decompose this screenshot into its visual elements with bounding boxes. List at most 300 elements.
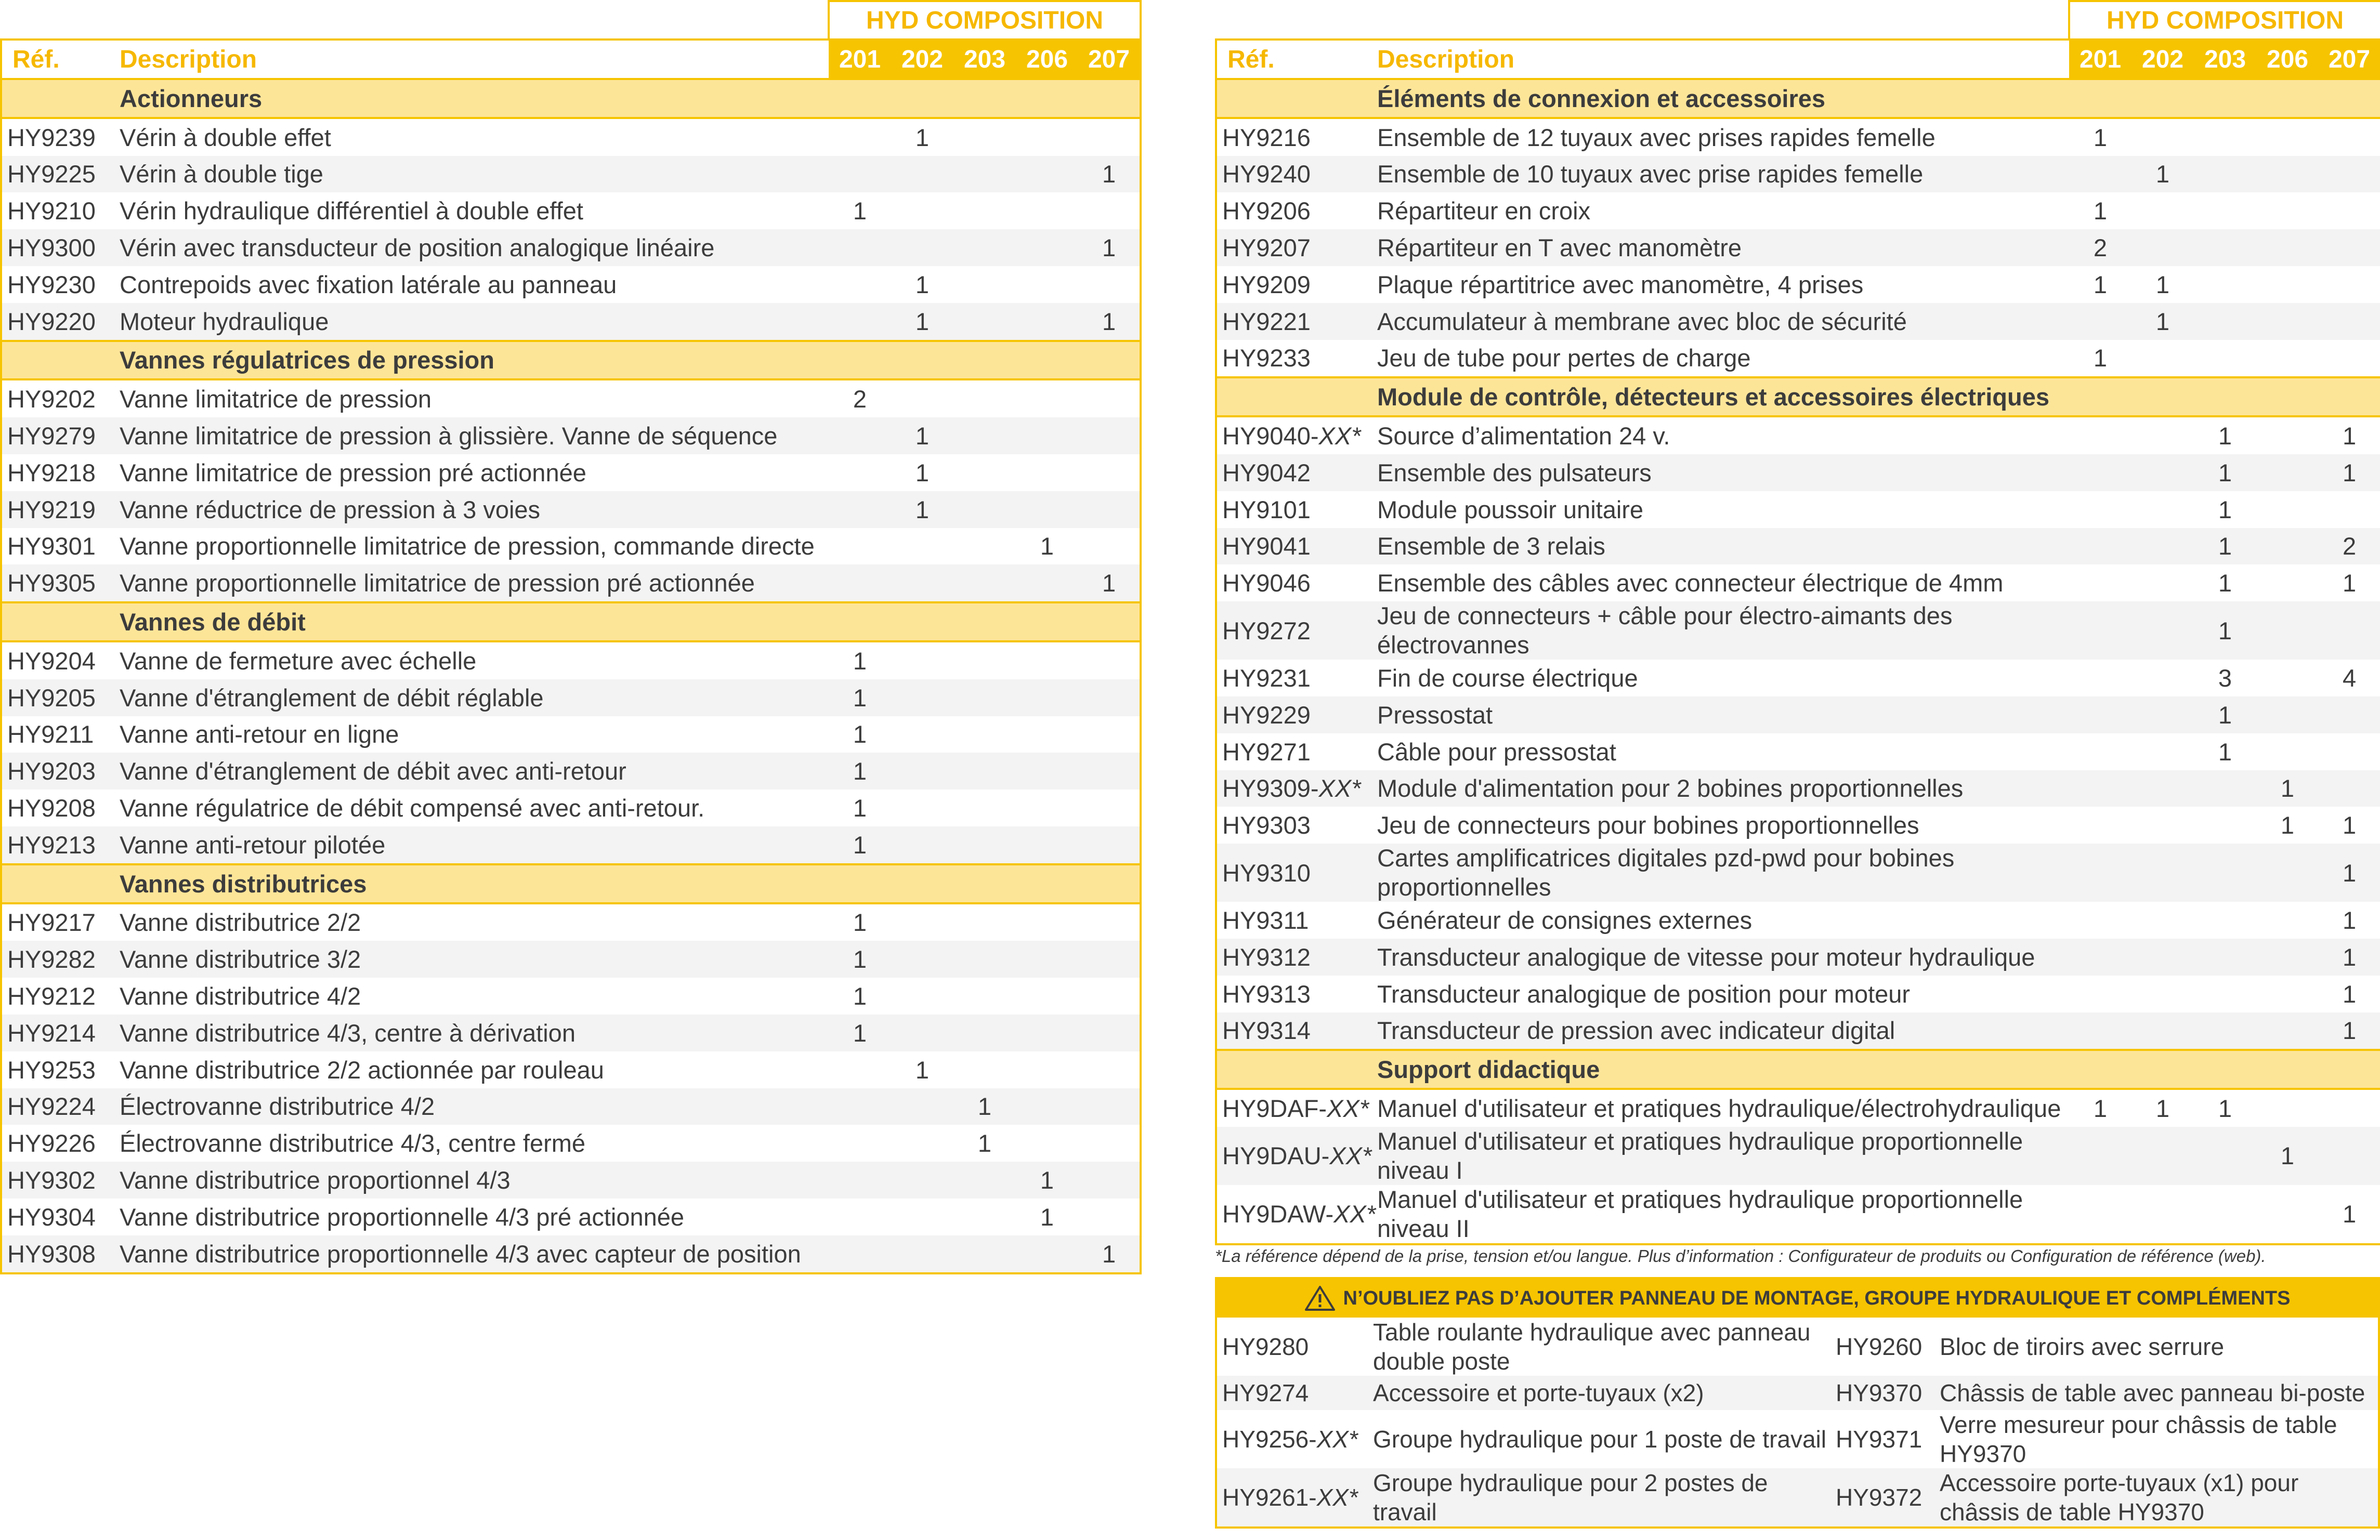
- table-row: [1216, 564, 2380, 601]
- quantity-201: 1: [829, 679, 891, 716]
- quantity-201: [2069, 303, 2131, 340]
- quantity-203: [2194, 844, 2256, 902]
- quantity-203: [953, 753, 1016, 789]
- description-cell: Manuel d'utilisateur et pratiques hydraulique proportionnelle niveau II: [1377, 1185, 2069, 1244]
- quantity-202: [2131, 1012, 2194, 1050]
- ref-cell: [1, 1199, 120, 1235]
- section-title: Support didactique: [1377, 1050, 2380, 1089]
- description-cell: Jeu de tube pour pertes de charge: [1377, 344, 1751, 372]
- ref-cell: [1, 826, 120, 864]
- quantity-201: [829, 266, 891, 303]
- ref-cell: [1216, 660, 1377, 696]
- description-cell: Fin de course électrique: [1377, 664, 1638, 692]
- ref-code: HY9300: [7, 234, 96, 262]
- quantity-203: 1: [2194, 601, 2256, 660]
- quantity-202: 1: [2155, 1095, 2170, 1123]
- quantity-201: [2069, 902, 2131, 939]
- quantity-207: 1: [2319, 939, 2380, 976]
- quantity-206: [1016, 1015, 1078, 1051]
- ref-cell: [1, 528, 120, 565]
- table-row: [1, 528, 1141, 565]
- ref-code: HY9205: [7, 683, 96, 712]
- ref-code: HY9313: [1222, 980, 1311, 1008]
- quantity-201: 2: [2069, 229, 2131, 266]
- quantity-201: 1: [2093, 123, 2108, 151]
- quantity-203: 1: [2194, 454, 2256, 491]
- ref-code: HY9256-: [1222, 1426, 1317, 1453]
- quantity-202: [2131, 340, 2194, 378]
- table-row: [1216, 902, 2380, 939]
- quantity-203: 1: [2218, 422, 2232, 450]
- ref-code: HY9312: [1222, 943, 1311, 971]
- ref-cell: [1, 941, 120, 978]
- ref-code: HY9311: [1222, 906, 1309, 934]
- ref-code: HY9DAW-: [1222, 1200, 1334, 1228]
- warning-row: [1217, 1410, 2378, 1468]
- ref-suffix: XX*: [1329, 1142, 1372, 1170]
- table-row: [1216, 770, 2380, 807]
- quantity-201: [829, 229, 891, 266]
- quantity-207: [2319, 1089, 2380, 1127]
- quantity-203: [953, 118, 1016, 156]
- column-header-207: 207: [1078, 40, 1141, 79]
- quantity-201: [829, 491, 891, 528]
- quantity-203: [953, 941, 1016, 978]
- description-cell: Transducteur analogique de vitesse pour moteur hydraulique: [1377, 939, 2069, 976]
- table-row: [1, 978, 1141, 1015]
- description-cell: Ensemble de 12 tuyaux avec prises rapides femelle: [1377, 123, 1936, 151]
- quantity-203: [953, 379, 1016, 417]
- quantity-206: [1016, 679, 1078, 716]
- quantity-202: [2131, 601, 2194, 660]
- quantity-206: [1016, 1088, 1078, 1125]
- quantity-203: [2194, 770, 2256, 807]
- quantity-201: [2069, 416, 2131, 454]
- table-row: [1216, 118, 2380, 156]
- quantity-207: [1078, 528, 1141, 565]
- section-title: Vannes régulatrices de pression: [120, 341, 1141, 380]
- table-row: [1, 679, 1141, 716]
- ref-cell: [1216, 1127, 1377, 1185]
- section-spacer: [1216, 377, 1377, 416]
- ref-cell: [1216, 156, 1377, 193]
- quantity-206: [1016, 379, 1078, 417]
- table-row: [1, 192, 1141, 229]
- ref-cell: HY9370: [1830, 1376, 1934, 1410]
- quantity-202: 1: [2131, 156, 2194, 193]
- quantity-201: [2069, 491, 2131, 528]
- quantity-201: 1: [2093, 344, 2108, 372]
- warning-row: [1217, 1468, 2378, 1526]
- right-table: [1215, 0, 2380, 1245]
- warning-row: [1217, 1376, 2378, 1410]
- quantity-201: [2069, 1012, 2131, 1050]
- table-row: [1216, 303, 2380, 340]
- quantity-206: [2256, 733, 2319, 770]
- ref-cell: [1216, 770, 1377, 807]
- quantity-206: [1016, 753, 1078, 789]
- ref-cell: HY9372: [1830, 1468, 1934, 1526]
- description-cell: Accessoire porte-tuyaux (x1) pour châssis de table HY9370: [1934, 1468, 2378, 1526]
- quantity-201: [2069, 601, 2131, 660]
- quantity-206: [1016, 303, 1078, 341]
- quantity-206: [2256, 454, 2319, 491]
- warning-table: [1217, 1318, 2378, 1526]
- ref-code: HY9041: [1222, 532, 1311, 560]
- ref-code: HY9274: [1222, 1379, 1309, 1406]
- composition-header: HYD COMPOSITION: [2069, 1, 2380, 40]
- header-spacer: [1216, 1, 1377, 40]
- table-row: [1, 1162, 1141, 1199]
- ref-code: HY9217: [7, 909, 96, 937]
- quantity-207: [2319, 340, 2380, 378]
- column-header-202: 202: [891, 40, 953, 79]
- quantity-202: [891, 679, 953, 716]
- quantity-206: [2256, 528, 2319, 565]
- description-cell: Bloc de tiroirs avec serrure: [1940, 1333, 2225, 1360]
- ref-code: HY9225: [7, 160, 96, 188]
- table-row: [1, 1051, 1141, 1088]
- quantity-201: 1: [2093, 197, 2108, 225]
- table-row: [1216, 1012, 2380, 1050]
- quantity-203: [953, 417, 1016, 454]
- table-row: [1, 417, 1141, 454]
- quantity-203: [953, 641, 1016, 679]
- ref-code: HY9308: [7, 1240, 96, 1268]
- quantity-207: [2319, 229, 2380, 266]
- quantity-203: [953, 1199, 1016, 1235]
- column-header-201: 201: [2069, 40, 2131, 79]
- quantity-203: [953, 1051, 1016, 1088]
- ref-cell: [1216, 454, 1377, 491]
- quantity-206: [1016, 903, 1078, 941]
- ref-cell: [1216, 229, 1377, 266]
- quantity-201: [2069, 733, 2131, 770]
- quantity-207: [1078, 1051, 1141, 1088]
- table-row: [1, 491, 1141, 528]
- ref-code: HY9212: [7, 982, 96, 1010]
- description-cell: Vanne d'étranglement de débit réglable: [120, 679, 829, 716]
- ref-suffix: XX*: [1333, 1200, 1376, 1228]
- quantity-202: 1: [2131, 303, 2194, 340]
- quantity-203: 1: [2194, 696, 2256, 733]
- quantity-201: [2069, 454, 2131, 491]
- quantity-201: [829, 118, 891, 156]
- quantity-203: [2194, 902, 2256, 939]
- quantity-207: [1078, 716, 1141, 753]
- ref-code: HY9301: [7, 532, 96, 560]
- ref-code: HY9042: [1222, 458, 1311, 486]
- section-title: Module de contrôle, détecteurs et accessoires électriques: [1377, 377, 2380, 416]
- quantity-202: [891, 1015, 953, 1051]
- quantity-203: 1: [2218, 1095, 2232, 1123]
- quantity-203: [2194, 118, 2256, 156]
- quantity-202: [2131, 416, 2194, 454]
- ref-code: HY9DAU-: [1222, 1142, 1330, 1170]
- quantity-201: [2069, 528, 2131, 565]
- quantity-206: [1016, 266, 1078, 303]
- quantity-201: [829, 303, 891, 341]
- description-cell: Vérin hydraulique différentiel à double effet: [120, 197, 583, 225]
- quantity-206: [2256, 696, 2319, 733]
- quantity-201: 1: [829, 753, 891, 789]
- table-row: [1, 454, 1141, 491]
- quantity-202: [2131, 939, 2194, 976]
- ref-cell: [1216, 976, 1377, 1012]
- quantity-201: [2069, 660, 2131, 696]
- quantity-206: [2256, 156, 2319, 193]
- quantity-207: 1: [1078, 1235, 1141, 1273]
- ref-cell: [1216, 340, 1377, 378]
- quantity-207: [1078, 941, 1141, 978]
- quantity-206: [2256, 1089, 2319, 1127]
- description-cell: Répartiteur en croix: [1377, 197, 1591, 225]
- ref-cell: [1, 753, 120, 789]
- description-cell: Vanne distributrice 2/2: [120, 909, 361, 937]
- section-header: [1, 602, 1141, 641]
- description-cell: Vérin à double effet: [120, 123, 331, 151]
- description-cell: Électrovanne distributrice 4/3, centre fermé: [120, 1129, 586, 1157]
- description-cell: Vanne limitatrice de pression: [120, 385, 431, 413]
- quantity-203: [953, 1162, 1016, 1199]
- column-header-207: 207: [2319, 40, 2380, 79]
- quantity-207: 1: [2319, 807, 2380, 844]
- quantity-206: [2256, 844, 2319, 902]
- table-row: [1, 941, 1141, 978]
- ref-code: HY9040-: [1222, 422, 1319, 450]
- quantity-203: [2194, 192, 2256, 229]
- quantity-201: 1: [829, 941, 891, 978]
- quantity-207: [2319, 770, 2380, 807]
- quantity-207: [2319, 696, 2380, 733]
- quantity-203: [2194, 156, 2256, 193]
- description-cell: Module d'alimentation pour 2 bobines proportionnelles: [1377, 770, 2069, 807]
- quantity-206: [2256, 118, 2319, 156]
- quantity-202: [2131, 733, 2194, 770]
- quantity-203: [953, 303, 1016, 341]
- description-cell: Groupe hydraulique pour 1 poste de travail: [1373, 1426, 1827, 1453]
- table-row: [1, 303, 1141, 341]
- quantity-202: [891, 1162, 953, 1199]
- quantity-202: [891, 564, 953, 602]
- ref-cell: HY9371: [1836, 1426, 1923, 1453]
- quantity-203: [2194, 229, 2256, 266]
- quantity-207: 1: [1078, 564, 1141, 602]
- description-cell: Vérin à double tige: [120, 156, 829, 193]
- section-spacer: [1216, 79, 1377, 118]
- ref-cell: [1216, 1012, 1377, 1050]
- ref-cell: [1, 641, 120, 679]
- description-cell: Vanne régulatrice de débit compensé avec anti-retour.: [120, 794, 705, 822]
- ref-code: HY9271: [1222, 738, 1311, 766]
- quantity-202: [891, 1088, 953, 1125]
- quantity-203: [953, 266, 1016, 303]
- ref-column-header: Réf.: [1216, 40, 1377, 79]
- description-cell: Manuel d'utilisateur et pratiques hydraulique proportionnelle niveau I: [1377, 1127, 2069, 1185]
- description-cell: Câble pour pressostat: [1377, 738, 1616, 766]
- quantity-206: [1016, 1235, 1078, 1273]
- quantity-207: [1078, 417, 1141, 454]
- quantity-202: [2131, 229, 2194, 266]
- quantity-201: [2069, 976, 2131, 1012]
- ref-code: HY9305: [7, 569, 96, 597]
- quantity-202: 1: [891, 303, 953, 341]
- quantity-206: [2256, 939, 2319, 976]
- ref-code: HY9202: [7, 385, 96, 413]
- ref-cell: [1, 229, 120, 266]
- quantity-207: [2319, 192, 2380, 229]
- section-title: Vannes de débit: [120, 602, 1141, 641]
- table-row: [1, 903, 1141, 941]
- quantity-201: 1: [853, 794, 867, 822]
- quantity-207: 1: [2319, 416, 2380, 454]
- quantity-207: [1078, 1088, 1141, 1125]
- column-header-203: 203: [953, 40, 1016, 79]
- quantity-202: [891, 1125, 953, 1162]
- quantity-206: [1016, 192, 1078, 229]
- quantity-201: 2: [853, 385, 867, 413]
- quantity-203: [2194, 1185, 2256, 1244]
- table-row: [1216, 1127, 2380, 1185]
- ref-cell: [1, 1015, 120, 1051]
- quantity-206: [2256, 303, 2319, 340]
- quantity-203: [2194, 807, 2256, 844]
- table-row: [1, 156, 1141, 193]
- quantity-203: 1: [2194, 528, 2256, 565]
- quantity-201: [829, 1162, 891, 1199]
- quantity-207: [1078, 903, 1141, 941]
- quantity-201: 1: [853, 197, 867, 225]
- quantity-202: [891, 826, 953, 864]
- ref-cell: [1216, 118, 1377, 156]
- section-title: Actionneurs: [120, 79, 1141, 118]
- section-header: [1, 864, 1141, 903]
- quantity-206: [2256, 340, 2319, 378]
- ref-code: HY9279: [7, 422, 96, 450]
- quantity-206: [1016, 1051, 1078, 1088]
- section-header: [1, 341, 1141, 380]
- quantity-207: [1078, 978, 1141, 1015]
- quantity-202: [2131, 770, 2194, 807]
- quantity-201: 1: [853, 982, 867, 1010]
- quantity-207: 1: [2319, 1012, 2380, 1050]
- quantity-207: [2319, 266, 2380, 303]
- quantity-202: [2131, 807, 2194, 844]
- ref-code: HY9101: [1222, 495, 1311, 523]
- quantity-206: [2256, 902, 2319, 939]
- description-cell: Châssis de table avec panneau bi-poste: [1934, 1376, 2378, 1410]
- description-cell: Pressostat: [1377, 696, 2069, 733]
- warning-icon: [1305, 1285, 1335, 1311]
- quantity-206: [2256, 266, 2319, 303]
- quantity-202: [891, 716, 953, 753]
- quantity-203: [953, 454, 1016, 491]
- header-row-composition: [1216, 1, 2380, 40]
- ref-code: HY9230: [7, 270, 96, 298]
- quantity-206: [1016, 789, 1078, 826]
- quantity-207: [1078, 454, 1141, 491]
- quantity-206: [1016, 941, 1078, 978]
- description-cell: Vanne limitatrice de pression à glissière. Vanne de séquence: [120, 417, 829, 454]
- quantity-207: [2319, 601, 2380, 660]
- description-cell: Vanne réductrice de pression à 3 voies: [120, 491, 829, 528]
- table-row: [1216, 660, 2380, 696]
- quantity-203: [953, 528, 1016, 565]
- ref-code: HY9219: [7, 495, 96, 523]
- quantity-201: 1: [853, 909, 867, 937]
- table-row: [1, 753, 1141, 789]
- column-header-206: 206: [1016, 40, 1078, 79]
- quantity-203: [953, 789, 1016, 826]
- quantity-207: [1078, 641, 1141, 679]
- quantity-201: [829, 156, 891, 193]
- section-header: [1216, 1050, 2380, 1089]
- ref-code: HY9213: [7, 831, 96, 859]
- table-row: [1216, 807, 2380, 844]
- table-row: [1, 379, 1141, 417]
- table-row: [1216, 454, 2380, 491]
- quantity-201: [2069, 156, 2131, 193]
- quantity-201: [2069, 1127, 2131, 1185]
- quantity-202: [891, 753, 953, 789]
- quantity-201: [829, 564, 891, 602]
- quantity-203: [953, 1015, 1016, 1051]
- ref-cell: [1, 379, 120, 417]
- ref-code: HY9209: [1222, 270, 1311, 298]
- ref-cell: [1, 156, 120, 193]
- quantity-201: [829, 454, 891, 491]
- quantity-206: [2256, 601, 2319, 660]
- table-row: [1216, 976, 2380, 1012]
- description-cell: Ensemble des pulsateurs: [1377, 454, 2069, 491]
- ref-code: HY9218: [7, 458, 96, 486]
- quantity-203: [953, 491, 1016, 528]
- table-row: [1216, 340, 2380, 378]
- ref-cell: [1216, 733, 1377, 770]
- quantity-203: [953, 1235, 1016, 1273]
- description-cell: Ensemble de 10 tuyaux avec prise rapides femelle: [1377, 156, 2069, 193]
- quantity-203: 1: [2218, 738, 2232, 766]
- table-row: [1216, 1089, 2380, 1127]
- column-header-202: 202: [2131, 40, 2194, 79]
- quantity-206: [1016, 229, 1078, 266]
- description-cell: Verre mesureur pour châssis de table HY9370: [1940, 1411, 2337, 1467]
- ref-code: HY9203: [7, 757, 96, 785]
- table-row: [1, 564, 1141, 602]
- quantity-206: [2256, 229, 2319, 266]
- section-spacer: [1, 864, 120, 903]
- quantity-206: [1016, 1125, 1078, 1162]
- ref-code: HY9302: [7, 1166, 96, 1194]
- ref-code: HY9282: [7, 945, 96, 973]
- description-cell: Groupe hydraulique pour 2 postes de travail: [1368, 1468, 1830, 1526]
- description-cell: Transducteur de pression avec indicateur digital: [1377, 1012, 2069, 1050]
- quantity-203: [953, 679, 1016, 716]
- quantity-201: [2069, 770, 2131, 807]
- ref-cell: [1216, 491, 1377, 528]
- quantity-206: [1016, 564, 1078, 602]
- description-cell: Accumulateur à membrane avec bloc de sécurité: [1377, 303, 2069, 340]
- quantity-202: [891, 978, 953, 1015]
- quantity-202: [2131, 564, 2194, 601]
- quantity-207: [1078, 826, 1141, 864]
- table-row: [1216, 696, 2380, 733]
- ref-cell: [1, 266, 120, 303]
- quantity-201: [829, 1051, 891, 1088]
- description-cell: Moteur hydraulique: [120, 303, 829, 341]
- table-row: [1, 1015, 1141, 1051]
- description-cell: Vanne distributrice proportionnel 4/3: [120, 1162, 829, 1199]
